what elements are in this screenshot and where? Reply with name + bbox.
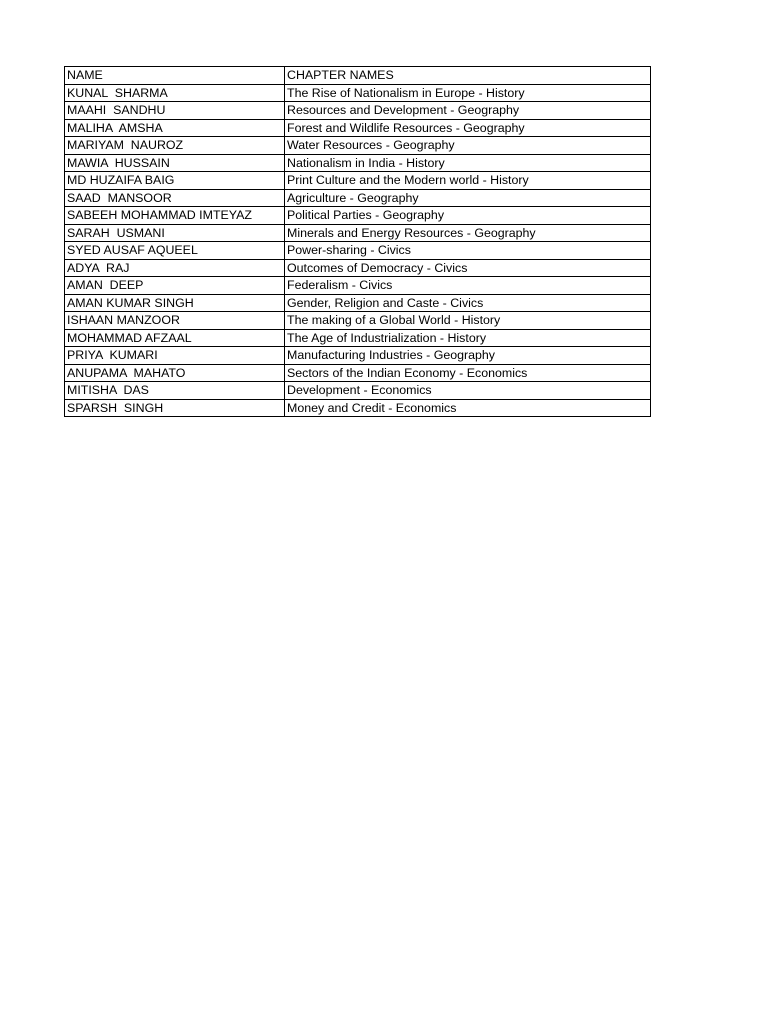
name-cell: SYED AUSAF AQUEEL — [65, 242, 285, 260]
name-cell: AMAN KUMAR SINGH — [65, 294, 285, 312]
name-cell: MITISHA DAS — [65, 382, 285, 400]
table-row — [65, 137, 651, 155]
table-row — [65, 207, 651, 225]
table-row — [65, 84, 651, 102]
chapter-cell: Outcomes of Democracy - Civics — [285, 259, 651, 277]
name-cell: KUNAL SHARMA — [65, 84, 285, 102]
chapter-cell: Minerals and Energy Resources - Geography — [285, 224, 651, 242]
chapter-cell: Money and Credit - Economics — [285, 399, 651, 417]
name-cell: MAWIA HUSSAIN — [65, 154, 285, 172]
table-row — [65, 102, 651, 120]
table-row — [65, 154, 651, 172]
table-row — [65, 347, 651, 365]
name-cell: SPARSH SINGH — [65, 399, 285, 417]
header-cell-name: NAME — [65, 67, 285, 85]
chapter-cell: Political Parties - Geography — [285, 207, 651, 225]
chapter-cell: The Rise of Nationalism in Europe - History — [285, 84, 651, 102]
name-cell: ISHAAN MANZOOR — [65, 312, 285, 330]
table-row — [65, 224, 651, 242]
chapter-cell: The making of a Global World - History — [285, 312, 651, 330]
table-row — [65, 277, 651, 295]
chapter-cell: The Age of Industrialization - History — [285, 329, 651, 347]
name-chapter-table — [64, 66, 651, 417]
name-cell: SAAD MANSOOR — [65, 189, 285, 207]
chapter-cell: Sectors of the Indian Economy - Economics — [285, 364, 651, 382]
name-cell: AMAN DEEP — [65, 277, 285, 295]
name-cell: SARAH USMANI — [65, 224, 285, 242]
name-cell: MARIYAM NAUROZ — [65, 137, 285, 155]
table-row — [65, 329, 651, 347]
chapter-cell: Forest and Wildlife Resources - Geography — [285, 119, 651, 137]
chapter-cell: Water Resources - Geography — [285, 137, 651, 155]
name-cell: MALIHA AMSHA — [65, 119, 285, 137]
chapter-cell: Nationalism in India - History — [285, 154, 651, 172]
table-row — [65, 259, 651, 277]
table-row — [65, 382, 651, 400]
name-cell: ANUPAMA MAHATO — [65, 364, 285, 382]
chapter-cell: Manufacturing Industries - Geography — [285, 347, 651, 365]
name-cell: PRIYA KUMARI — [65, 347, 285, 365]
chapter-cell: Gender, Religion and Caste - Civics — [285, 294, 651, 312]
table-row — [65, 399, 651, 417]
name-cell: ADYA RAJ — [65, 259, 285, 277]
table-row — [65, 294, 651, 312]
chapter-cell: Print Culture and the Modern world - History — [285, 172, 651, 190]
name-cell: MOHAMMAD AFZAAL — [65, 329, 285, 347]
name-cell: SABEEH MOHAMMAD IMTEYAZ — [65, 207, 285, 225]
name-cell: MAAHI SANDHU — [65, 102, 285, 120]
table-row — [65, 242, 651, 260]
table-row — [65, 172, 651, 190]
chapter-cell: Agriculture - Geography — [285, 189, 651, 207]
chapter-cell: Federalism - Civics — [285, 277, 651, 295]
chapter-cell: Development - Economics — [285, 382, 651, 400]
table-body — [65, 67, 651, 417]
header-cell-chapter-names: CHAPTER NAMES — [285, 67, 651, 85]
chapter-cell: Resources and Development - Geography — [285, 102, 651, 120]
table-row — [65, 189, 651, 207]
table-row — [65, 312, 651, 330]
table-row — [65, 119, 651, 137]
table-row — [65, 364, 651, 382]
name-cell: MD HUZAIFA BAIG — [65, 172, 285, 190]
chapter-cell: Power-sharing - Civics — [285, 242, 651, 260]
header-row — [65, 67, 651, 85]
